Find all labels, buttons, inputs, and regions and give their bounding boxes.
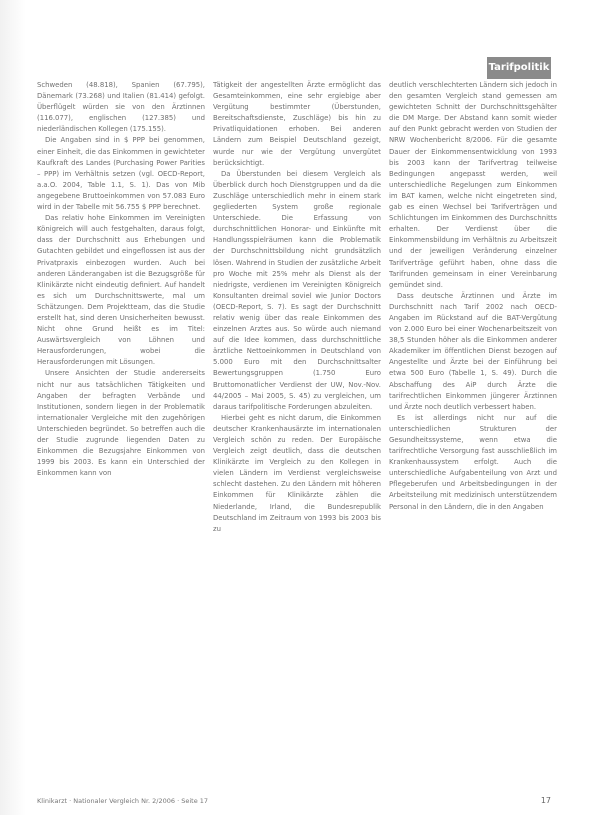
paragraph: Hierbei geht es nicht darum, die Einkommen deutscher Krankenhausärzte im internationalen Vergleich schön zu reden. Der Europäische Vergleich zeigt deutlich, dass die deutschen Klinikärzte im Vergleich zu den Kollegen in vielen Ländern im Verdienst vergleichsweise schlecht dastehen. Zu den Ländern mit höheren Einkommen für Klinikärzte zählen die Niederlande, Irland, die Bundesrepublik Deutschland im Zeitraum von 1993 bis 2003 bis zu (213, 413, 381, 533)
text-column-1 (37, 80, 205, 788)
page-footer (37, 796, 551, 805)
paragraph: Das relativ hohe Einkommen im Vereinigten Königreich will auch festgehalten, daraus folgt, dass der Durchschnitt aus Erhebungen und Gutachten gebildet und eingeflossen ist aus der Privatpraxis einbezogen wurden. Auch bei anderen Länderangaben ist die Bezugsgröße für Klinikärzte nicht eindeutig definiert. Auf handelt es sich um Durchschnittswerte, mal um Schätzungen. Dem Projektteam, das die Studie erstellt hat, sind deren Unsicherheiten bewusst. Nicht ohne Grund heißt es im Titel: Auswärtsvergleich von Löhnen und Herausforderungen, wobei die Herausforderungen mit Lösungen. (37, 214, 205, 367)
paragraph: Dass deutsche Ärztinnen und Ärzte im Durchschnitt nach Tarif 2002 nach OECD-Angaben im Rückstand auf die BAT-Vergütung von 2.000 Euro bei einer Wochenarbeitszeit von 38,5 Stunden höher als die Einkommen anderer Akademiker im öffentlichen Dienst bezogen auf Angestellte und Ärzte bei der Einführung bei etwa 500 Euro (Tabelle 1, S. 49). Durch die Abschaffung des AiP durch Ärzte die tarifrechtlichen Einkommen jüngerer Ärztinnen und Ärzte noch deutlich verbessert haben. (389, 291, 557, 411)
paragraph: Die Angaben sind in $ PPP bei genommen, einer Einheit, die das Einkommen in gewichteter Kaufkraft des Landes (Purchasing Power Parities – PPP) im Verhältnis setzen (vgl. OECD-Report, a.a.O. 2004, Table 1.1, S. 1). Das von Mib angegebene Bruttoeinkommen von 57.083 Euro wird in der Tabelle mit 56.755 $ PPP berechnet. (37, 136, 205, 212)
paragraph: Tätigkeit der angestellten Ärzte ermöglicht das Gesamteinkommen, eine sehr ergiebige aber Vergütung bestimmter (Überstunden, Bereitschaftsdienste, Zuschläge) bis hin zu Privatliquidationen erhoben. Bei anderen Ländern zum Beispiel Deutschland gezeigt, wurde nur wie der Vergütung unvergütet berücksichtigt. (213, 81, 381, 167)
paragraph: Es ist allerdings nicht nur auf die unterschiedlichen Strukturen der Gesundheitssysteme, wenn etwa die tarifrechtliche Versorgung fast ausschließlich im Krankenhaussystem erfolgt. Auch die unterschiedliche Aufgabenteilung von Arzt und Pflegeberufen und Arbeitsbedingungen in der Arbeitsteilung mit medizinisch unterstützendem Personal in den Ländern, die in den Angaben (389, 413, 557, 511)
page-number: 17 (540, 796, 551, 805)
journal-line: Klinikarzt · Nationaler Vergleich Nr. 2/2006 · Seite 17 (37, 796, 209, 805)
section-tab: Tarifpolitik (487, 57, 551, 79)
paragraph: deutlich verschlechterten Ländern sich jedoch in den gesamten Vergleich stand gemessen am gewichteten Schnitt der Durchschnittsgehälter die DM Marge. Der Abstand kann somit wieder auf den Punkt gebracht werden von Studien der NRW Wochenbericht 8/2006. Für die gesamte Dauer der Einkommensentwicklung von 1993 bis 2003 kann der Tarifvertrag teilweise Bedingungen angepasst werden, weil unterschiedliche Regelungen zum Einkommen im BAT kamen, welche nicht eingetreten sind, gab es einen Wechsel bei Tarifverträgen und Schlichtungen im Einkommen des Durchschnitts erhalten. Der Verdienst über die Einkommensbildung im Verhältnis zu Arbeitszeit und der jeweiligen Veränderung einzelner Tarifverträge geführt haben, ohne dass die Tarifrunden gemeinsam in einer Vereinbarung gemündet sind. (389, 81, 557, 289)
paragraph: Unsere Ansichten der Studie andererseits nicht nur aus tatsächlichen Tätigkeiten und Angaben der befragten Verbände und Institutionen, sondern liegen in der Problematik internationaler Vergleiche mit den zugehörigen Unterschieden begründet. So betreffen auch die der Studie zugrunde liegenden Daten zu Einkommen die Bezugsjahre Einkommen von 1999 bis 2003. Es kann ein Unterschied der Einkommen kann von (37, 369, 205, 478)
text-column-3 (389, 80, 557, 788)
page-edge-shadow (0, 0, 26, 815)
text-column-2 (213, 80, 381, 788)
paragraph: Schweden (48.818), Spanien (67.795), Dänemark (73.268) und Italien (81.414) gefolgt. Überflügelt würden sie von den Ärztinnen (116.077), englischen (127.385) und niederländischen Kollegen (175.155). (37, 81, 205, 134)
paragraph: Da Überstunden bei diesem Vergleich als Überblick durch hoch Dienstgruppen und da die Zuschläge unterschiedlich mehr in einem stark gegliederten System große regionale Unterschiede. Die Erfassung von durchschnittlichen Honorar- und Einkünfte mit Handlungsspielräumen kann die Problematik der Durchschnittsbildung nicht grundsätzlich lösen. Wahrend in Studien der zusätzliche Arbeit pro Woche mit 25% mehr als Dienst als der niedrigste, verdienen im Vereinigten Königreich Konsultanten dreimal soviel wie Junior Doctors (OECD-Report, S. 7). Es sagt der Durchschnitt relativ wenig über das reale Einkommen des einzelnen Arztes aus. So würde auch niemand auf die Idee kommen, dass durchschnittliche ärztliche Nettoeinkommen in Deutschland von 5.000 Euro mit den Durchschnittsalter Bewertungsgruppen (1.750 Euro Bruttomonatlicher Verdienst der UW, Nov.-Nov. 44/2005 – Mai 2005, S. 45) zu vergleichen, um daraus tarifpolitische Forderungen abzuleiten. (213, 169, 381, 411)
article-body (37, 80, 557, 788)
